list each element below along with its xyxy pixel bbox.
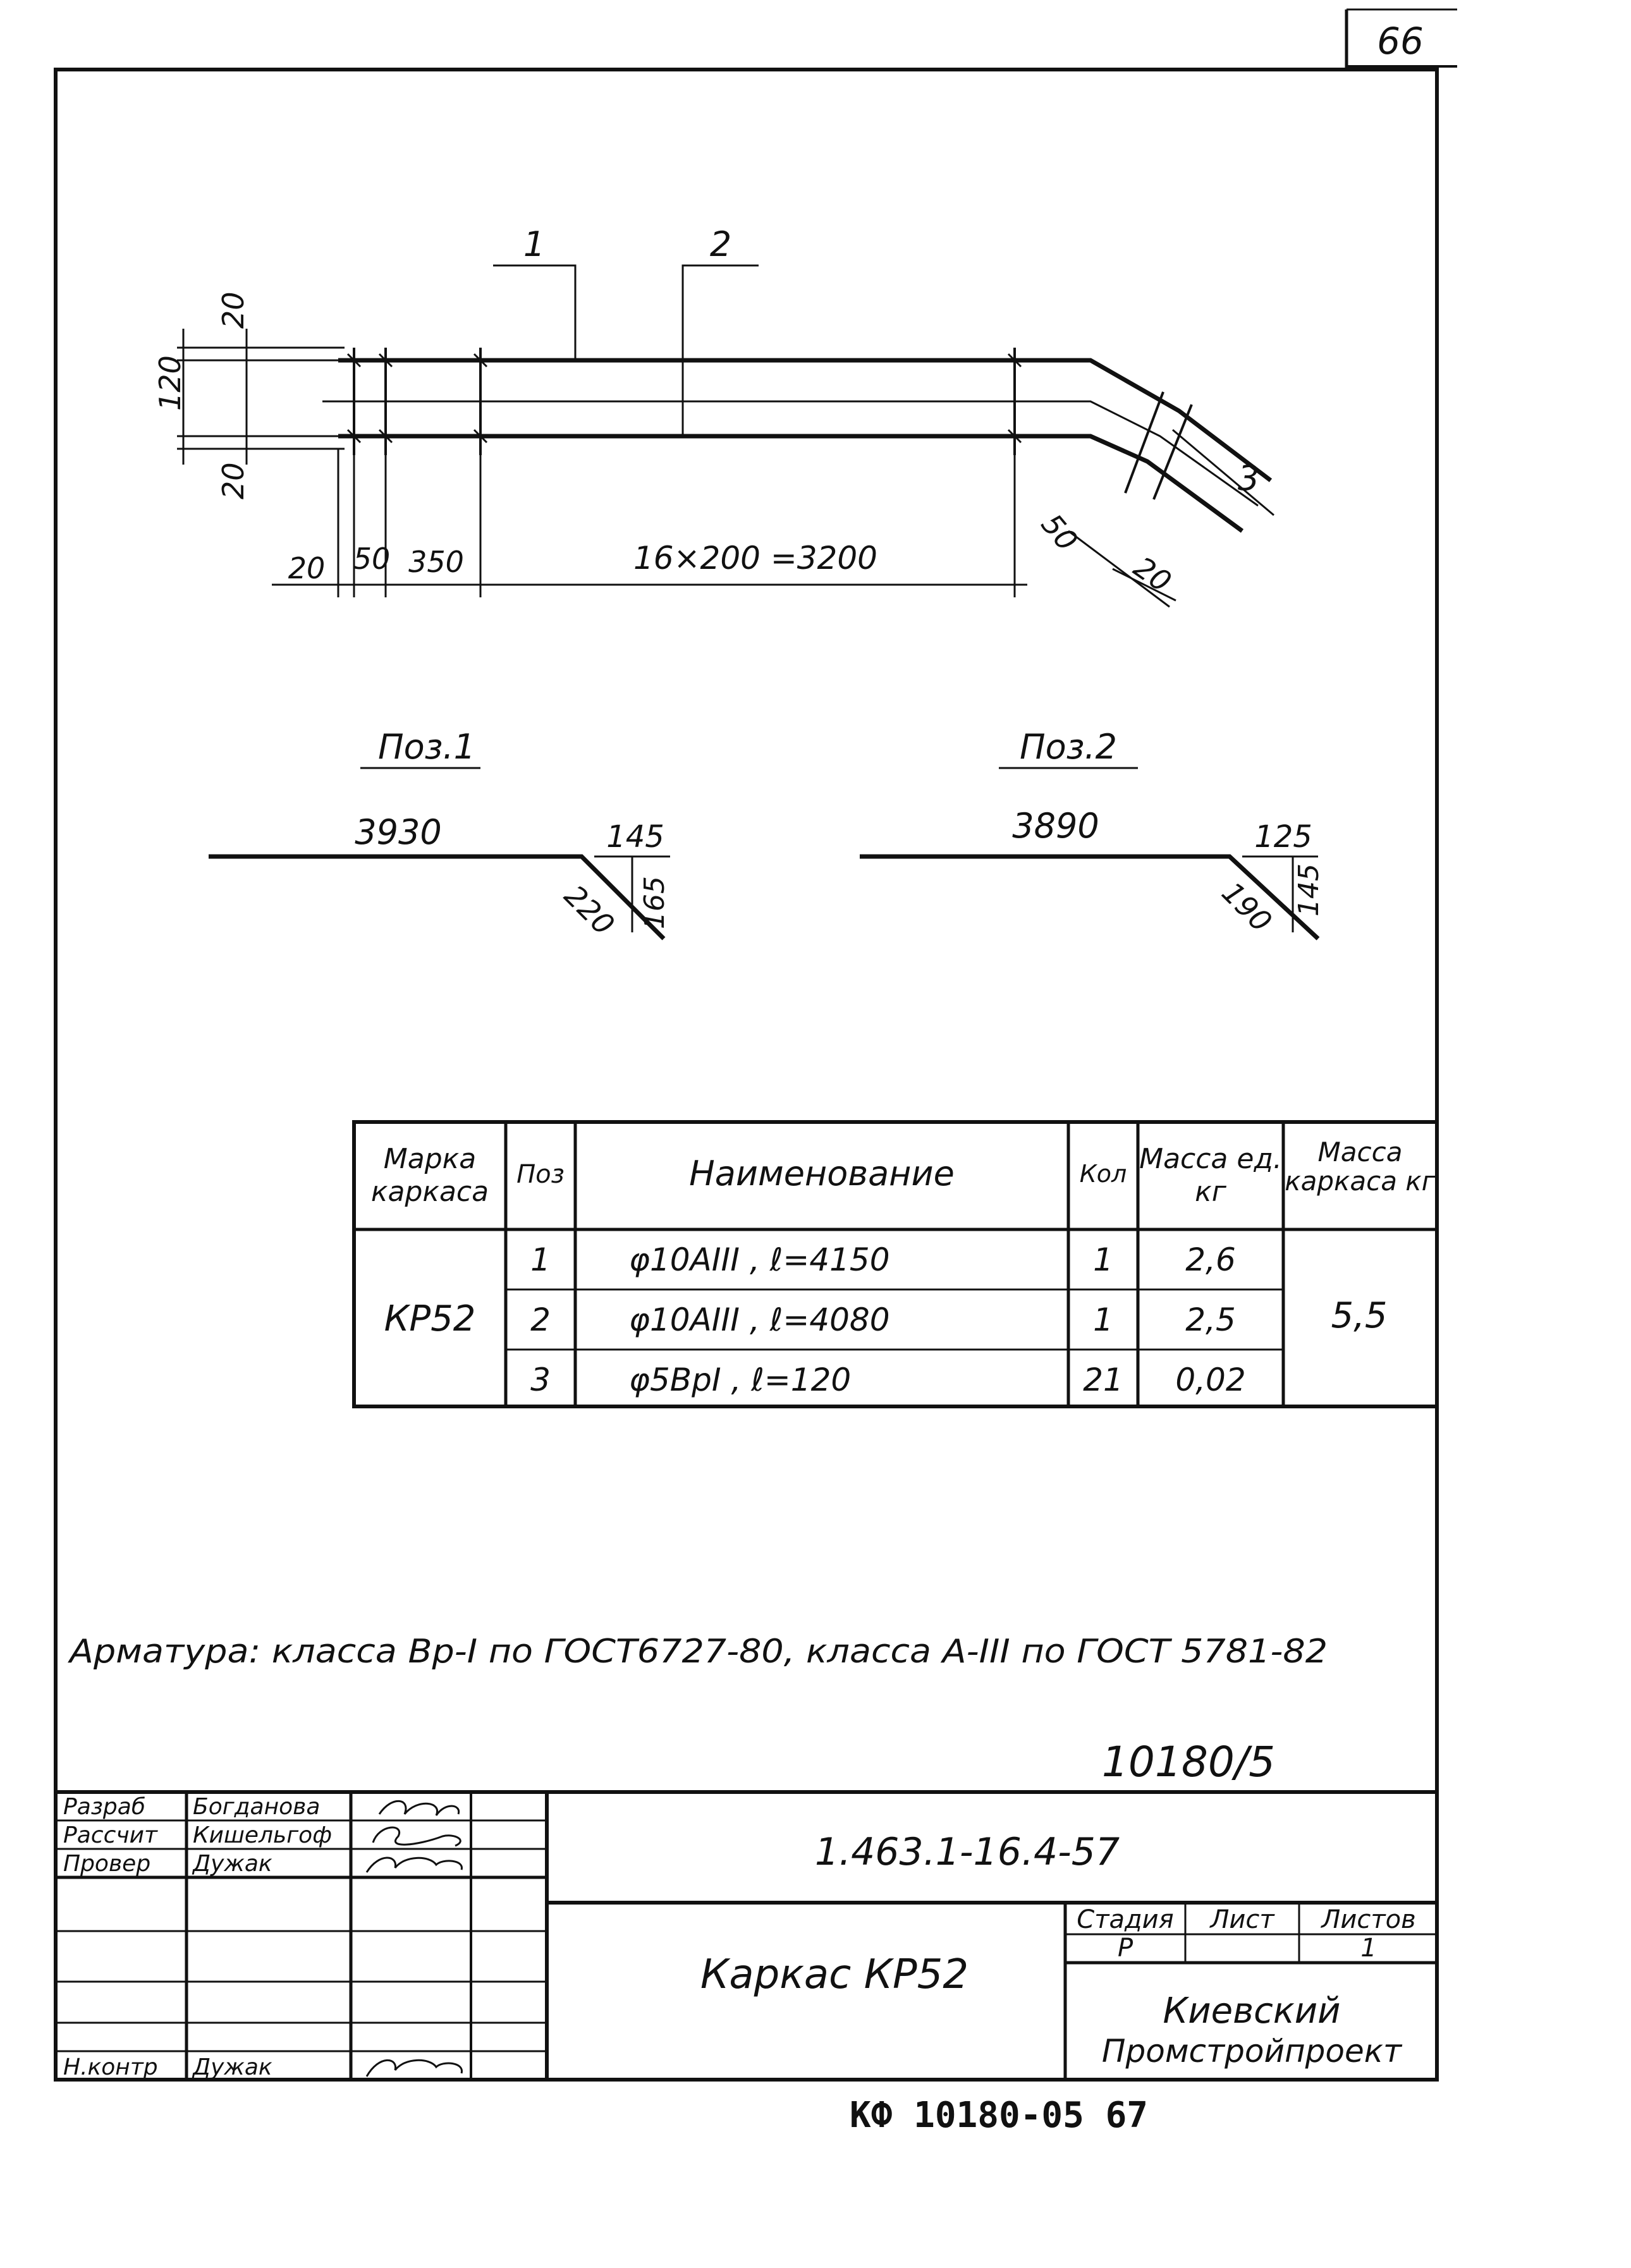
dim-diag-b: 20 [1127, 549, 1178, 599]
stirrup-5 [1125, 392, 1163, 493]
signature-norm-control [367, 2060, 461, 2076]
pos2-detail [860, 727, 1325, 939]
bar-top [338, 360, 1271, 480]
row-3-qty: 21 [1083, 1362, 1123, 1398]
pos2-bend-side: 145 [1293, 863, 1325, 917]
pos1-bend-top: 145 [606, 819, 664, 855]
name-calculator: Кишельгоф [193, 1822, 332, 1848]
row-1-qty: 1 [1093, 1241, 1113, 1278]
sheets-label: Листов [1321, 1905, 1416, 1934]
pos1-bend-diag: 220 [558, 878, 621, 942]
dim-chain-3: 350 [408, 545, 464, 579]
pos2-length: 3890 [1012, 806, 1099, 846]
header-frame-mass: Масса каркаса кг [1285, 1137, 1436, 1197]
bar-center [322, 401, 1258, 506]
callout-2: 2 [709, 224, 732, 264]
pos1-detail [209, 727, 671, 942]
row-3-name: φ5BpI , ℓ=120 [629, 1362, 852, 1398]
row-2-mass: 2,5 [1185, 1302, 1236, 1338]
row-3-mass: 0,02 [1175, 1362, 1246, 1398]
spec-table [354, 1122, 1437, 1406]
header-name: Наименование [689, 1154, 955, 1193]
organization-line1: Киевский [1163, 1991, 1341, 2032]
dim-diag-a: 50 [1034, 507, 1085, 558]
role-developer: Разраб [63, 1794, 146, 1820]
dim-chain-2: 50 [353, 542, 391, 576]
header-pos: Поз [516, 1160, 565, 1189]
designation: 1.463.1-16.4-57 [814, 1830, 1120, 1874]
dim-bottom-offset: 20 [216, 462, 250, 499]
stirrup-6 [1154, 405, 1192, 499]
frame-mark: КР52 [384, 1298, 476, 1339]
dim-height: 120 [153, 355, 187, 411]
row-1-mass: 2,6 [1185, 1241, 1236, 1278]
row-2-pos: 2 [530, 1302, 551, 1338]
pos1-title: Поз.1 [378, 727, 475, 767]
header-qty: Кол [1079, 1160, 1127, 1188]
pos1-length: 3930 [355, 812, 442, 852]
inventory-number: 10180/5 [1101, 1738, 1276, 1786]
dim-top-offset: 20 [216, 291, 250, 329]
bar-bottom [338, 436, 1242, 531]
role-calculator: Рассчит [63, 1822, 157, 1848]
dim-chain-4: 16×200 =3200 [633, 540, 877, 576]
signature-checker [367, 1858, 461, 1872]
pos1-bend-side: 165 [638, 876, 671, 929]
stage-value: Р [1117, 1934, 1133, 1963]
callout-3: 3 [1237, 458, 1260, 498]
title-block [56, 1792, 1437, 2080]
header-unit-mass: Масса ед. кг [1139, 1143, 1282, 1208]
callout-1: 1 [523, 224, 546, 264]
name-developer: Богданова [193, 1794, 321, 1820]
row-3-pos: 3 [530, 1362, 551, 1398]
signature-developer [379, 1801, 459, 1815]
page-number-box [1347, 9, 1457, 70]
pos2-title: Поз.2 [1020, 727, 1117, 767]
row-1-name: φ10AIII , ℓ=4150 [629, 1241, 890, 1278]
signature-calculator [373, 1827, 460, 1846]
dim-chain-1: 20 [288, 551, 326, 585]
organization-line2: Промстройпроект [1101, 2033, 1402, 2070]
sheets-value: 1 [1360, 1934, 1377, 1963]
page-number: 66 [1377, 20, 1424, 63]
row-2-name: φ10AIII , ℓ=4080 [629, 1302, 890, 1338]
reinforcement-note: Арматура: класса Вр-I по ГОСТ6727-80, класса A-III по ГОСТ 5781-82 [67, 1633, 1328, 1671]
role-checker: Провер [63, 1851, 151, 1877]
pos2-bend-diag: 190 [1215, 875, 1279, 939]
row-2-qty: 1 [1093, 1302, 1113, 1338]
name-checker: Дужак [193, 1851, 272, 1877]
name-norm-control: Дужак [193, 2054, 272, 2080]
header-mark: Марка каркаса [370, 1143, 489, 1208]
stage-label: Стадия [1077, 1905, 1174, 1934]
pos2-bend-top: 125 [1254, 819, 1312, 855]
drawing-title: Каркас КР52 [700, 1951, 969, 1998]
footer-code: КФ 10180-05 67 [849, 2095, 1149, 2136]
sheet-label: Лист [1210, 1905, 1274, 1934]
frame-drawing [153, 224, 1274, 607]
row-1-pos: 1 [530, 1241, 551, 1278]
frame-mass: 5,5 [1331, 1295, 1388, 1336]
role-norm-control: Н.контр [63, 2054, 158, 2080]
